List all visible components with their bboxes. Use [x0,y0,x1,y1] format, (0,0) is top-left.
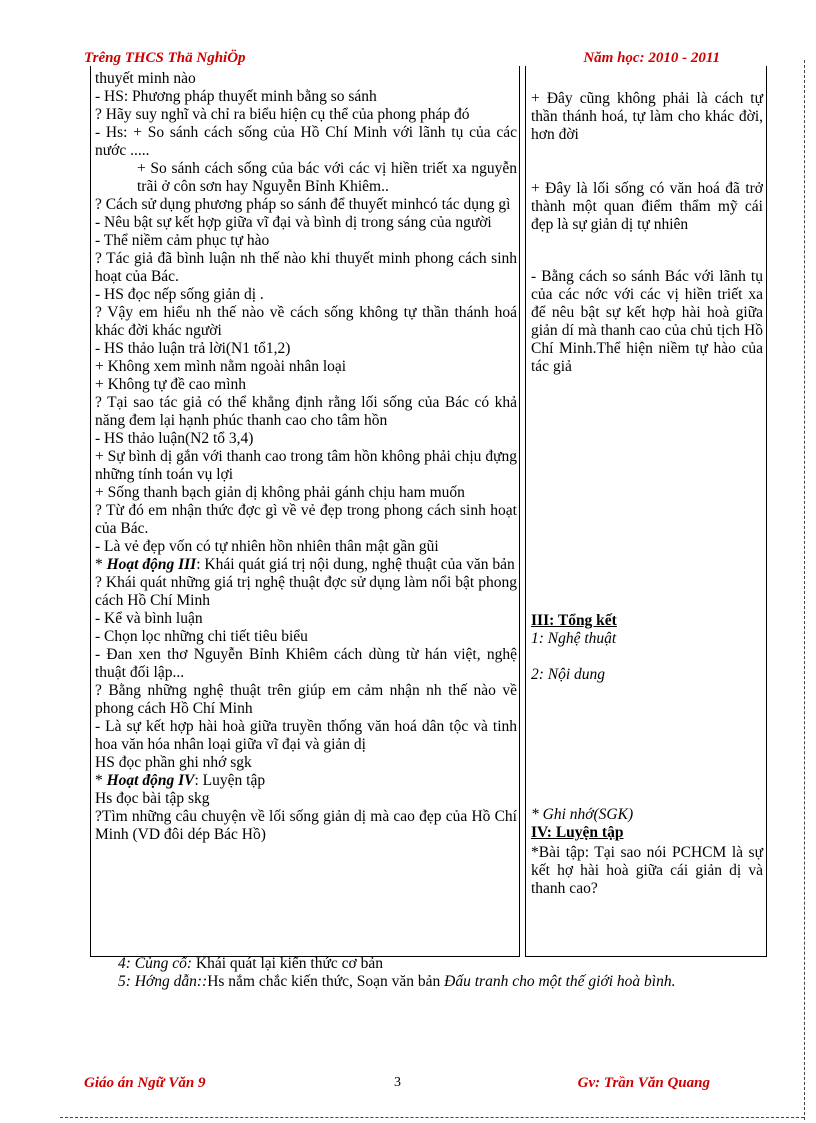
text-line: ? Tại sao tác giả có thể khẳng định rằng lối sống của Bác có khả năng đem lại hạnh phúc thanh cao cho tâm hồn [95,394,517,429]
lesson-bottom [90,955,766,991]
text-line: ? Tác giả đã bình luận nh thế nào khi thuyết minh phong cách sinh hoạt của Bác. [95,250,517,285]
text-line: + So sánh cách sống của bác với các vị hiền triết xa nguyễn trãi ở côn sơn hay Nguyễn Bỉnh Khiêm.. [137,160,517,195]
text-line: - Đan xen thơ Nguyễn Bỉnh Khiêm cách dùng từ hán việt, nghệ thuật đối lập... [95,646,517,681]
section-3-heading: III: Tổng kết [531,612,617,629]
text-line: - Nêu bật sự kết hợp giữa vĩ đại và bình dị trong sáng của người [95,214,492,231]
text-line: HS đọc phần ghi nhớ sgk [95,754,252,771]
school-name: Trêng THCS Thä NghiÖp [84,50,246,66]
text-line: + Không tự đề cao mình [95,376,247,393]
lesson-table [90,66,766,956]
cung-co-label: 4: Củng cố: [118,955,193,972]
activities-content [95,70,517,844]
activity-4-text: : Luyện tập [194,772,266,789]
text-line: Hs đọc bài tập skg [95,790,210,807]
content-column [525,66,767,957]
page-border-right [804,60,805,1120]
activities-column [90,66,520,957]
text-line: - HS đọc nếp sống giản dị . [95,286,264,303]
text-line: ? Cách sử dụng phương pháp so sánh để thuyết minhcó tác dụng gì [95,196,511,213]
huong-dan-title: Đấu tranh cho một thế giới hoà bình. [444,973,676,990]
huong-dan-line [90,973,766,991]
footer-subject: Giáo án Ngữ Văn 9 [84,1075,206,1091]
activity-4-line: * Hoạt động IV: Luyện tập [95,772,266,789]
text-line: - Kể và bình luận [95,610,203,627]
huong-dan-label: 5: Hớng dẫn:: [118,973,208,990]
text-line: - Là sự kết hợp hài hoà giữa truyền thống văn hoá dân tộc và tinh hoa văn hóa nhân loại giữa vĩ đại và giản dị [95,718,517,753]
page-number: 3 [394,1075,401,1090]
text-line: - Là vẻ đẹp vốn có tự nhiên hồn nhiên thân mật gần gũi [95,538,439,555]
exercise-text: *Bài tập: Tại sao nói PCHCM là sự kết hợ hài hoà giữa cái giản dị và thanh cao? [531,844,763,897]
text-line: ? Khái quát những giá trị nghệ thuật đợc sử dụng làm nổi bật phong cách Hồ Chí Minh [95,574,517,609]
cung-co-text: Khái quát lại kiến thức cơ bản [192,955,383,972]
text-line: + Không xem mình nằm ngoài nhân loại [95,358,347,375]
ghi-nho: * Ghi nhớ(SGK) [531,806,634,823]
page-border-bottom [60,1117,804,1118]
school-year: Năm học: 2010 - 2011 [583,50,720,66]
text-line: - Thể niềm cảm phục tự hào [95,232,270,249]
text-line: + Sự bình dị gắn với thanh cao trong tâm hồn không phải chịu đựng những tính toán vụ lợi [95,448,517,483]
section-3-art: 1: Nghệ thuật [531,630,617,647]
right-paragraph-1: + Đây cũng không phải là cách tự thần thánh hoá, tự làm cho khác đời, hơn đời [531,90,763,143]
page-footer [84,1075,720,1095]
text-line: - Chọn lọc những chi tiết tiêu biểu [95,628,308,645]
activity-4-label: Hoạt động IV [106,772,195,789]
text-line: ? Bằng những nghệ thuật trên giúp em cảm nhận nh thế nào về phong cách Hồ Chí Minh [95,682,517,717]
right-paragraph-2: + Đây là lối sống có văn hoá đã trở thành một quan điểm thẩm mỹ cái đẹp là sự giản dị tự nhiên [531,180,763,233]
text-line: ? Hãy suy nghĩ và chỉ ra biểu hiện cụ thể của phong pháp đó [95,106,470,123]
text-line: ? Vậy em hiểu nh thế nào về cách sống không tự thần thánh hoá khác đời khác người [95,304,517,339]
text-line: thuyết minh nào [95,70,196,87]
text-line: - HS thảo luận(N2 tổ 3,4) [95,430,254,447]
text-line: - HS thảo luận trả lời(N1 tổ1,2) [95,340,291,357]
activity-3-label: Hoạt động III [106,556,197,573]
text-line: - HS: Phương pháp thuyết minh bằng so sánh [95,88,377,105]
footer-teacher: Gv: Trần Văn Quang [577,1075,710,1091]
right-paragraph-3: - Bằng cách so sánh Bác với lãnh tụ của các nớc với các vị hiền triết xa để nêu bật sự kết hợp hài hoà giữa giản dí mà thanh cao của chủ tịch Hồ Chí Minh.Thể hiện niềm tự hào của tác giả [531,268,763,375]
section-4-heading: IV: Luyện tập [531,824,624,841]
huong-dan-text: Hs nắm chắc kiến thức, Soạn văn bản [207,973,445,990]
activity-3-line: * Hoạt động III: Khái quát giá trị nội dung, nghệ thuật của văn bản [95,556,515,573]
activity-3-text: : Khái quát giá trị nội dung, nghệ thuật của văn bản [196,556,515,573]
text-line: - Hs: + So sánh cách sống của Hồ Chí Minh với lãnh tụ của các nước ..... [95,124,517,159]
text-line: + Sống thanh bạch giản dị không phải gánh chịu ham muốn [95,484,465,501]
section-3-content: 2: Nội dung [531,666,606,683]
cung-co-line [90,955,766,973]
text-line: ?Tìm những câu chuyện về lối sống giản dị mà cao đẹp của Hồ Chí Minh (VD đôi dép Bác Hồ) [95,808,517,843]
text-line: ? Từ đó em nhận thức đợc gì về vẻ đẹp trong phong cách sinh hoạt của Bác. [95,502,517,537]
